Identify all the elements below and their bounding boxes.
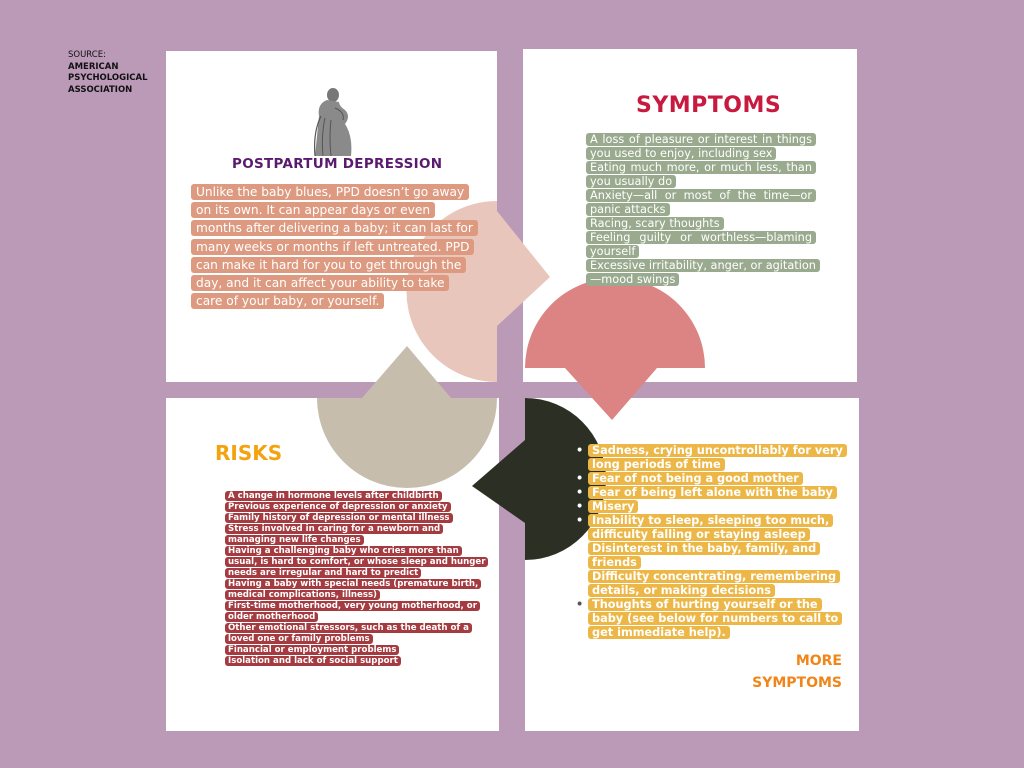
list-item <box>215 502 487 513</box>
list-item <box>215 601 487 623</box>
list-item <box>576 570 848 598</box>
list-item-text: Having a baby with special needs (premature birth, medical complications, illness) <box>225 579 481 600</box>
list-item <box>576 161 816 189</box>
symptoms-title: SYMPTOMS <box>636 93 782 118</box>
source-label: SOURCE: <box>68 50 106 60</box>
list-item <box>576 542 848 570</box>
list-item-text: Difficulty concentrating, remembering details, or making decisions <box>588 570 840 597</box>
list-item-text: Previous experience of depression or anxiety <box>225 502 451 512</box>
rose-arrow-shape <box>525 278 705 420</box>
list-item <box>215 491 487 502</box>
list-item-text: Thoughts of hurting yourself or the baby (see below for numbers to call to get immediate help). <box>588 598 842 639</box>
list-item <box>576 598 848 640</box>
list-item <box>576 231 816 259</box>
source-name: AMERICAN PSYCHOLOGICAL ASSOCIATION <box>68 61 148 95</box>
list-item-text: Anxiety—all or most of the time—or panic attacks <box>586 189 816 216</box>
list-item <box>576 189 816 217</box>
list-item-text: Fear of not being a good mother <box>588 472 803 485</box>
list-item-text: Stress involved in caring for a newborn and managing new life changes <box>225 524 443 545</box>
more-symptoms-title-line1: MORE <box>795 653 842 669</box>
ppd-description <box>191 183 473 310</box>
list-item-text: Eating much more, or much less, than you usually do <box>586 161 816 188</box>
list-item <box>215 524 487 546</box>
more-symptoms-list <box>576 444 848 640</box>
list-item <box>576 259 816 287</box>
list-item <box>215 656 487 667</box>
source-credit <box>68 50 163 96</box>
list-item <box>215 513 487 524</box>
list-item-text: Inability to sleep, sleeping too much, difficulty falling or staying asleep <box>588 514 833 541</box>
list-item-text: A change in hormone levels after childbirth <box>225 491 442 501</box>
list-item-text: Financial or employment problems <box>225 645 399 655</box>
list-item <box>215 623 487 645</box>
list-item <box>576 486 848 500</box>
list-item <box>215 546 487 579</box>
list-item-text: Racing, scary thoughts <box>586 217 724 230</box>
list-item-text: Misery <box>588 500 638 513</box>
list-item-text: Isolation and lack of social support <box>225 656 401 666</box>
ppd-title: POSTPARTUM DEPRESSION <box>232 156 443 172</box>
list-item-text: Other emotional stressors, such as the death of a loved one or family problems <box>225 623 472 644</box>
risks-list <box>215 491 487 667</box>
list-item <box>576 514 848 542</box>
list-item <box>215 645 487 656</box>
ppd-description-text: Unlike the baby blues, PPD doesn’t go away on its own. It can appear days or even months after delivering a baby; it can last for many weeks or months if left untreated. PPD can make it hard for you to get through the day, and it can affect your ability to take care of your baby, or yourself. <box>191 184 478 309</box>
list-item <box>215 579 487 601</box>
symptoms-list <box>576 133 816 287</box>
list-item <box>576 444 848 472</box>
list-item-text: First-time motherhood, very young motherhood, or older motherhood <box>225 601 480 622</box>
list-item <box>576 217 816 231</box>
list-item-text: Feeling guilty or worthless—blaming yourself <box>586 231 816 258</box>
more-symptoms-title <box>700 650 842 694</box>
list-item-text: A loss of pleasure or interest in things you used to enjoy, including sex <box>586 133 816 160</box>
list-item-text: Disinterest in the baby, family, and friends <box>588 542 820 569</box>
more-symptoms-title-line2: SYMPTOMS <box>752 675 842 691</box>
list-item <box>576 472 848 486</box>
pregnant-woman-icon <box>305 86 359 158</box>
list-item <box>576 133 816 161</box>
list-item-text: Excessive irritability, anger, or agitation—mood swings <box>586 259 820 286</box>
list-item-text: Sadness, crying uncontrollably for very long periods of time <box>588 444 847 471</box>
list-item-text: Family history of depression or mental illness <box>225 513 453 523</box>
list-item-text: Having a challenging baby who cries more than usual, is hard to comfort, or whose sleep and hunger needs are irregular and hard to predict <box>225 546 488 578</box>
list-item-text: Fear of being left alone with the baby <box>588 486 837 499</box>
list-item <box>576 500 848 514</box>
risks-title: RISKS <box>215 441 283 465</box>
